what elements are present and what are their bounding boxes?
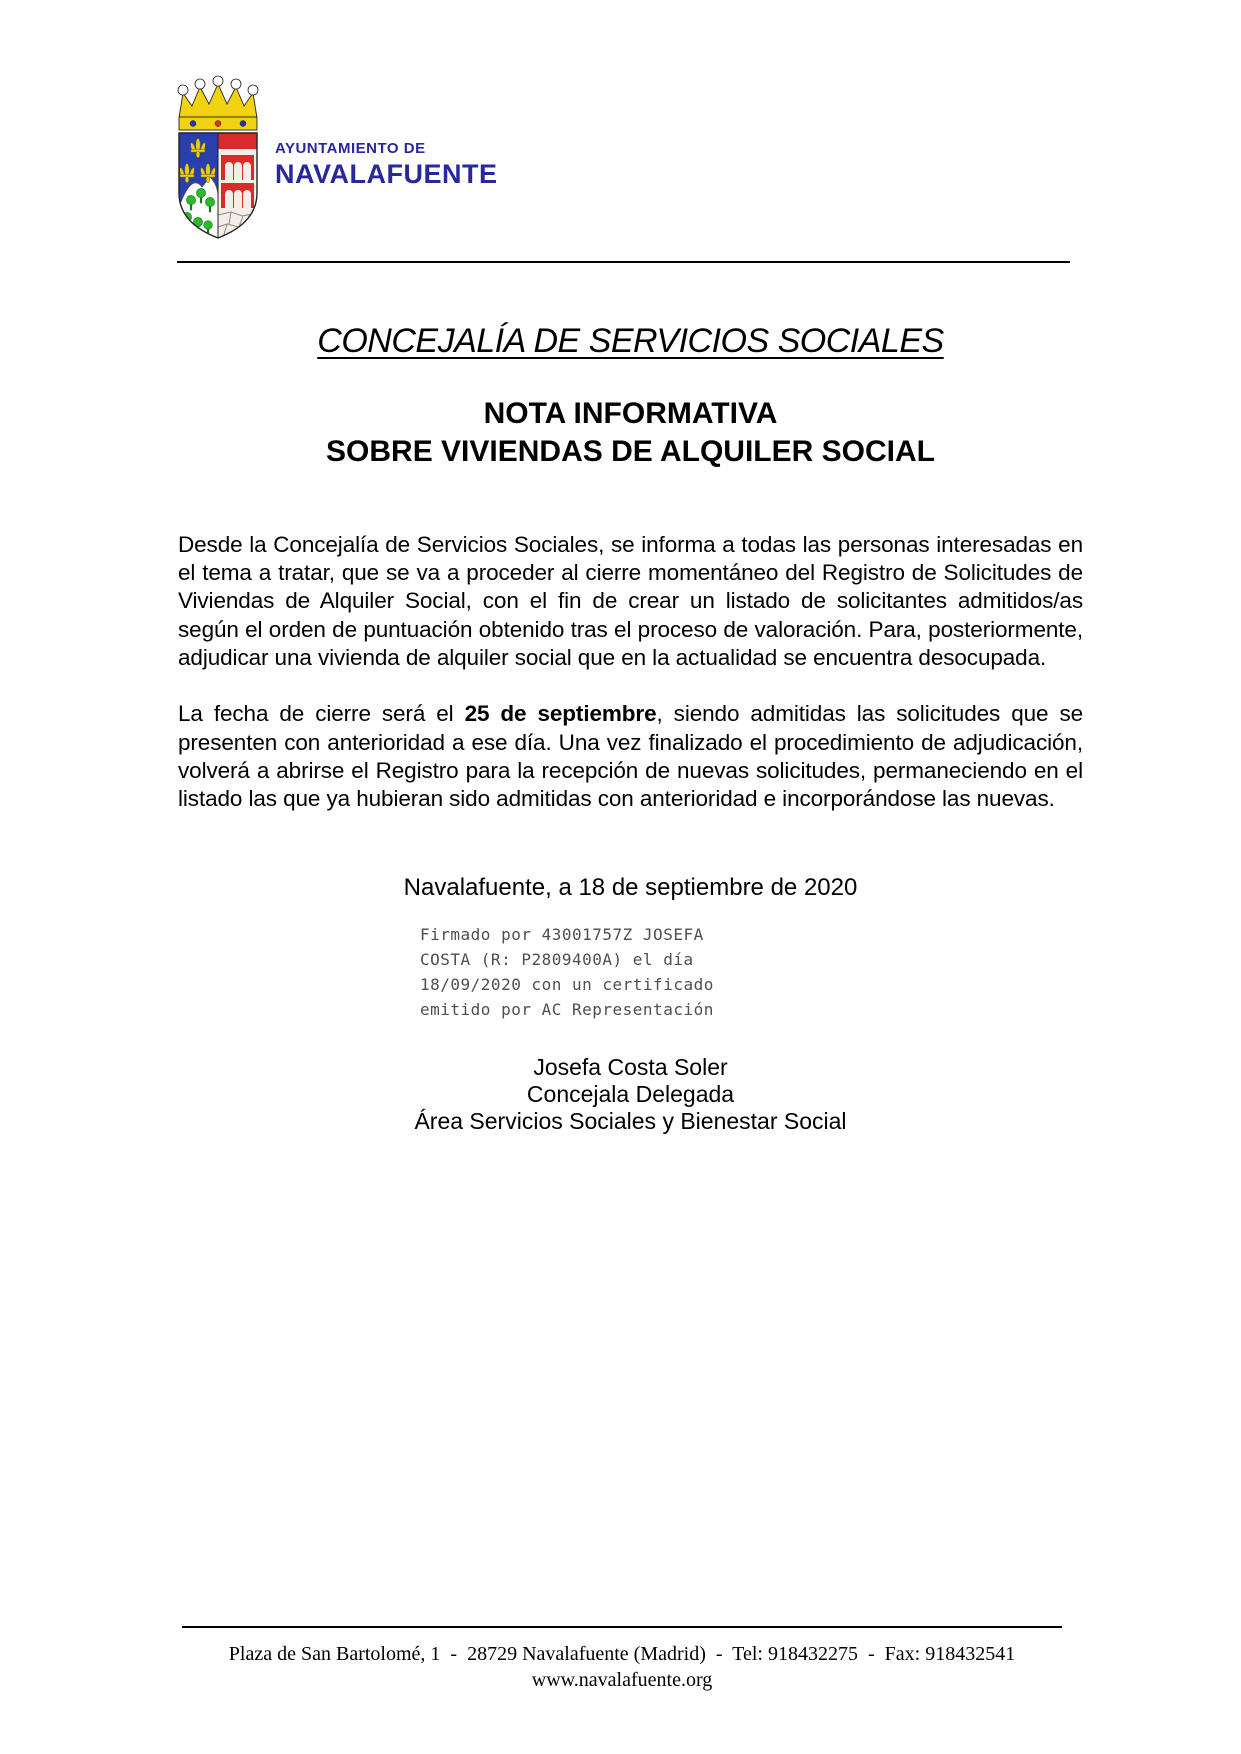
paragraph-1: Desde la Concejalía de Servicios Sociales, se informa a todas las personas interesadas en el tema a tratar, que se va a proceder al cierre momentáneo del Registro de Solicitudes de Viviendas de Alquiler Social, con el fin de crear un listado de solicitantes admitidos/as según el orden de puntuación obtenido tras el proceso de valoración. Para, posteriormente, adjudicar una vivienda de alquiler social que en la actualidad se encuentra desocupada. [178,531,1083,670]
paragraph-2-rest: , siendo admitidas las solicitudes que se presenten con anterioridad a ese día. Una vez finalizado el procedimiento de adjudicación, volverá a abrirse el Registro para la recepción de nuevas solicitudes, permaneciendo en el listado las que ya hubieran sido admitidas con anterioridad e incorporándose las nuevas. [178,701,1084,812]
subtitle-line1: NOTA INFORMATIVA [483,396,778,430]
page-title: CONCEJALÍA DE SERVICIOS SOCIALES [317,322,944,360]
org-name-line1: AYUNTAMIENTO DE [275,140,426,157]
stamp-line: COSTA (R: P2809400A) el día [420,950,694,970]
signatory-role: Concejala Delegada [526,1081,735,1108]
stamp-line: 18/09/2020 con un certificado [420,975,714,995]
paragraph-2 [178,700,1083,813]
document-subtitle [178,395,1083,471]
page-footer [182,1626,1062,1693]
stamp-line: Firmado por 43001757Z JOSEFA [420,925,704,945]
org-name-block [275,75,498,188]
document-body [178,263,1083,1135]
digital-signature-stamp [420,922,1083,1022]
signatory-name: Josefa Costa Soler [533,1054,728,1081]
footer-divider [182,1626,1062,1628]
footer-address-line: Plaza de San Bartolomé, 1 - 28729 Navalafuente (Madrid) - Tel: 918432275 - Fax: 918432541 [228,1643,1016,1665]
paragraph-2-lead: La fecha de cierre será el [178,701,465,727]
header-logo [173,75,498,240]
shield-icon [179,133,257,240]
footer-website: www.navalafuente.org [531,1669,713,1691]
stamp-line: emitido por AC Representación [420,1000,714,1020]
signatory-block [178,1054,1083,1135]
coat-of-arms-icon [173,75,263,240]
org-name-line2: NAVALAFUENTE [275,159,498,189]
crown-icon [178,76,258,130]
closing-date-emphasis: 25 de septiembre [464,701,657,727]
subtitle-line2: SOBRE VIVIENDAS DE ALQUILER SOCIAL [326,434,935,468]
place-date-line: Navalafuente, a 18 de septiembre de 2020 [403,874,858,902]
signatory-department: Área Servicios Sociales y Bienestar Social [414,1108,847,1135]
